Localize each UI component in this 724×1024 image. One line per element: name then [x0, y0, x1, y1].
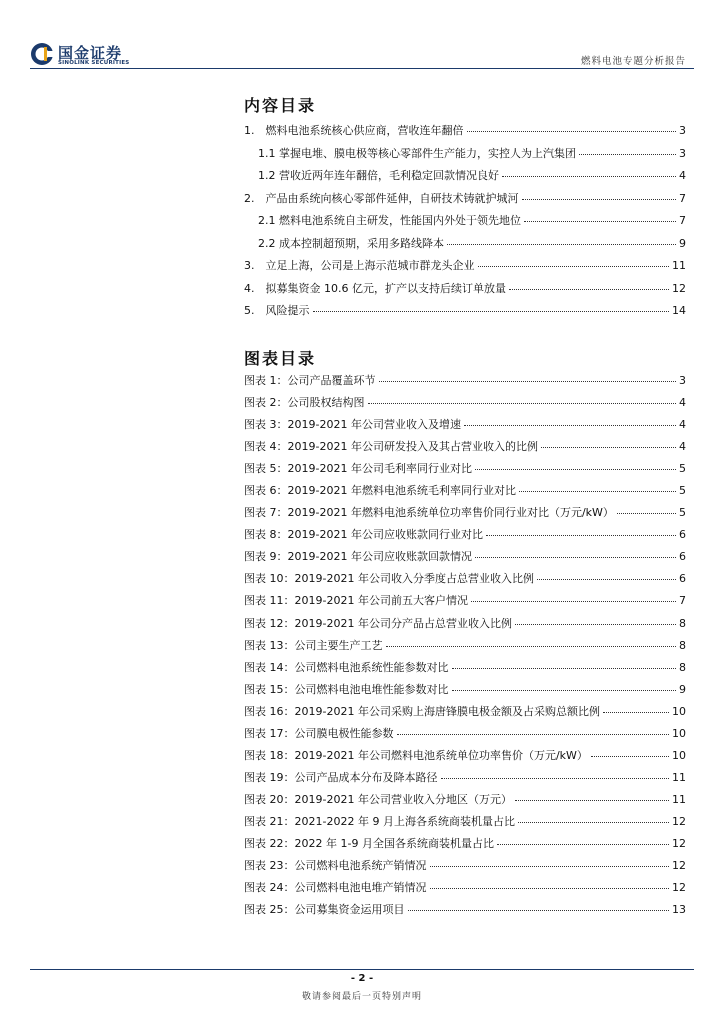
dot-leader [368, 402, 677, 404]
chart-index-entry[interactable] [244, 460, 686, 482]
toc-entry[interactable] [244, 167, 686, 190]
toc-entry[interactable] [244, 122, 686, 145]
chart-index-entry[interactable] [244, 637, 686, 659]
chart-index-entry-text: 图表 20：2019-2021 年公司营业收入分地区（万元） [244, 792, 512, 806]
header-divider [30, 68, 694, 69]
toc-entry[interactable] [244, 302, 686, 325]
page-header [0, 0, 724, 70]
toc-entry[interactable] [244, 257, 686, 280]
chart-index-entry-page: 8 [679, 638, 686, 652]
chart-index-entry[interactable] [244, 526, 686, 548]
toc-entry-page: 7 [679, 214, 686, 227]
toc-entry[interactable] [244, 212, 686, 235]
toc-entry-page: 11 [672, 259, 686, 272]
chart-index-entry[interactable] [244, 659, 686, 681]
dot-leader [441, 777, 670, 779]
logo-chinese-name: 国金证券 [58, 44, 123, 62]
dot-leader [497, 843, 669, 845]
toc-title: 内容目录 [244, 96, 317, 115]
chart-index-entry[interactable] [244, 681, 686, 703]
dot-leader [522, 198, 677, 200]
chart-index-list [244, 372, 686, 923]
dot-leader [447, 243, 676, 245]
chart-index-entry[interactable] [244, 482, 686, 504]
chart-index-entry[interactable] [244, 747, 686, 769]
dot-leader [452, 689, 677, 691]
chart-index-entry-text: 图表 11：2019-2021 年公司前五大客户情况 [244, 594, 468, 608]
chart-index-entry[interactable] [244, 791, 686, 813]
dot-leader [475, 556, 676, 558]
chart-index-entry-text: 图表 23：公司燃料电池系统产销情况 [244, 859, 427, 873]
chart-index-entry-page: 12 [672, 881, 686, 895]
toc-list [244, 122, 686, 325]
chart-index-entry-text: 图表 16：2019-2021 年公司采购上海唐锋膜电极金额及占采购总额比例 [244, 704, 600, 718]
chart-index-entry[interactable] [244, 615, 686, 637]
chart-index-entry-page: 11 [672, 770, 686, 784]
chart-index-entry-text: 图表 4：2019-2021 年公司研发投入及其占营业收入的比例 [244, 440, 538, 454]
chart-index-entry-page: 6 [679, 572, 686, 586]
chart-index-entry[interactable] [244, 394, 686, 416]
chart-index-entry-text: 图表 6：2019-2021 年燃料电池系统毛利率同行业对比 [244, 484, 516, 498]
toc-entry-page: 12 [672, 281, 686, 295]
dot-leader [471, 600, 676, 602]
chart-index-entry[interactable] [244, 438, 686, 460]
chart-index-entry-text: 图表 19：公司产品成本分布及降本路径 [244, 770, 438, 784]
chart-index-entry-text: 图表 12：2019-2021 年公司分产品占总营业收入比例 [244, 616, 512, 630]
toc-entry-page: 4 [679, 169, 686, 182]
dot-leader [430, 887, 670, 889]
toc-entry-text: 3. 立足上海，公司是上海示范城市群龙头企业 [244, 259, 475, 272]
chart-index-entry[interactable] [244, 548, 686, 570]
chart-index-entry[interactable] [244, 857, 686, 879]
chart-index-entry-text: 图表 9：2019-2021 年公司应收账款回款情况 [244, 550, 472, 564]
dot-leader [617, 512, 676, 514]
toc-entry[interactable] [244, 235, 686, 258]
chart-index-entry[interactable] [244, 725, 686, 747]
chart-index-entry-text: 图表 7：2019-2021 年燃料电池系统单位功率售价同行业对比（万元/kW） [244, 506, 614, 520]
report-type-label: 燃料电池专题分析报告 [580, 56, 686, 67]
page-number: - 2 - [350, 973, 374, 984]
dot-leader [379, 380, 677, 382]
chart-index-entry-text: 图表 17：公司膜电极性能参数 [244, 726, 394, 740]
chart-index-entry-page: 9 [679, 682, 686, 696]
chart-index-entry-page: 4 [679, 440, 686, 454]
toc-entry-page: 9 [679, 236, 686, 250]
chart-index-entry-page: 5 [679, 506, 686, 520]
toc-entry-text: 1.2 营收近两年连年翻倍，毛利稳定回款情况良好 [258, 169, 499, 182]
sinolink-logo-icon [30, 42, 54, 66]
dot-leader [537, 578, 676, 580]
chart-index-entry-text: 图表 10：2019-2021 年公司收入分季度占总营业收入比例 [244, 572, 534, 586]
chart-index-entry[interactable] [244, 703, 686, 725]
dot-leader [313, 310, 670, 312]
chart-index-entry-text: 图表 25：公司募集资金运用项目 [244, 903, 405, 917]
chart-index-entry-page: 10 [672, 748, 686, 762]
toc-entry-text: 2.1 燃料电池系统自主研发，性能国内外处于领先地位 [258, 214, 521, 227]
toc-entry-text: 1. 燃料电池系统核心供应商，营收连年翻倍 [244, 124, 464, 137]
dot-leader [502, 175, 676, 177]
dot-leader [486, 534, 676, 536]
dot-leader [452, 667, 677, 669]
dot-leader [464, 424, 676, 426]
chart-index-entry-page: 5 [679, 484, 686, 498]
chart-index-entry-text: 图表 2：公司股权结构图 [244, 396, 365, 410]
chart-index-entry[interactable] [244, 901, 686, 923]
dot-leader [591, 755, 669, 757]
toc-entry-page: 7 [679, 191, 686, 205]
chart-index-entry-page: 11 [672, 792, 686, 806]
toc-entry[interactable] [244, 145, 686, 168]
dot-leader [579, 153, 676, 155]
chart-index-entry-page: 12 [672, 814, 686, 828]
chart-index-entry-text: 图表 18：2019-2021 年公司燃料电池系统单位功率售价（万元/kW） [244, 748, 588, 762]
chart-index-entry-text: 图表 22：2022 年 1-9 月全国各系统商装机量占比 [244, 836, 494, 850]
chart-index-entry-page: 12 [672, 836, 686, 850]
chart-index-entry[interactable] [244, 570, 686, 592]
dot-leader [397, 733, 670, 735]
chart-index-entry[interactable] [244, 813, 686, 835]
chart-index-entry-page: 10 [672, 726, 686, 740]
chart-index-entry-page: 4 [679, 396, 686, 410]
dot-leader [408, 909, 670, 911]
dot-leader [524, 220, 676, 222]
chart-index-entry-page: 6 [679, 528, 686, 542]
toc-entry-page: 3 [679, 146, 686, 160]
footer-divider [30, 969, 694, 970]
disclaimer-note: 敬请参阅最后一页特别声明 [301, 992, 422, 1002]
chart-index-entry-text: 图表 21：2021-2022 年 9 月上海各系统商装机量占比 [244, 814, 515, 828]
chart-index-entry-page: 7 [679, 594, 686, 608]
toc-entry[interactable] [244, 190, 686, 213]
chart-index-entry-page: 4 [679, 418, 686, 432]
dot-leader [519, 490, 676, 492]
chart-index-entry[interactable] [244, 504, 686, 526]
dot-leader [386, 645, 677, 647]
dot-leader [518, 821, 669, 823]
toc-entry-text: 2. 产品由系统向核心零部件延伸，自研技术铸就护城河 [244, 191, 519, 205]
chart-index-entry[interactable] [244, 879, 686, 901]
dot-leader [603, 711, 669, 713]
toc-entry-text: 2.2 成本控制超预期，采用多路线降本 [258, 236, 444, 250]
chart-index-entry-text: 图表 13：公司主要生产工艺 [244, 638, 383, 652]
logo-english-name: SINOLINK SECURITIES [58, 60, 130, 66]
chart-index-entry-text: 图表 24：公司燃料电池电堆产销情况 [244, 881, 427, 895]
dot-leader [509, 288, 669, 290]
chart-index-entry-text: 图表 14：公司燃料电池系统性能参数对比 [244, 660, 449, 674]
toc-entry-text: 4. 拟募集资金 10.6 亿元，扩产以支持后续订单放量 [244, 281, 506, 295]
chart-index-entry-page: 12 [672, 859, 686, 873]
dot-leader [478, 265, 670, 267]
dot-leader [430, 865, 670, 867]
chart-index-entry-page: 3 [679, 374, 686, 387]
dot-leader [515, 623, 676, 625]
chart-index-entry-page: 5 [679, 462, 686, 476]
dot-leader [467, 130, 677, 132]
chart-index-entry[interactable] [244, 592, 686, 614]
chart-index-entry-page: 13 [672, 903, 686, 917]
chart-index-entry[interactable] [244, 416, 686, 438]
chart-index-entry[interactable] [244, 372, 686, 394]
chart-index-title: 图表目录 [244, 349, 317, 368]
chart-index-entry-text: 图表 1：公司产品覆盖环节 [244, 374, 376, 387]
chart-index-entry-text: 图表 15：公司燃料电池电堆性能参数对比 [244, 682, 449, 696]
dot-leader [515, 799, 669, 801]
chart-index-entry-page: 10 [672, 704, 686, 718]
toc-entry[interactable] [244, 280, 686, 303]
chart-index-entry[interactable] [244, 835, 686, 857]
toc-entry-text: 1.1 掌握电堆、膜电极等核心零部件生产能力，实控人为上汽集团 [258, 146, 576, 160]
chart-index-entry-text: 图表 5：2019-2021 年公司毛利率同行业对比 [244, 462, 472, 476]
toc-entry-text: 5. 风险提示 [244, 304, 310, 317]
chart-index-entry-text: 图表 3：2019-2021 年公司营业收入及增速 [244, 418, 461, 432]
chart-index-entry-text: 图表 8：2019-2021 年公司应收账款同行业对比 [244, 528, 483, 542]
toc-entry-page: 14 [672, 304, 686, 317]
dot-leader [475, 468, 676, 470]
dot-leader [541, 446, 676, 448]
chart-index-entry-page: 6 [679, 550, 686, 564]
toc-entry-page: 3 [679, 124, 686, 137]
chart-index-entry-page: 8 [679, 660, 686, 674]
chart-index-entry-page: 8 [679, 616, 686, 630]
chart-index-entry[interactable] [244, 769, 686, 791]
